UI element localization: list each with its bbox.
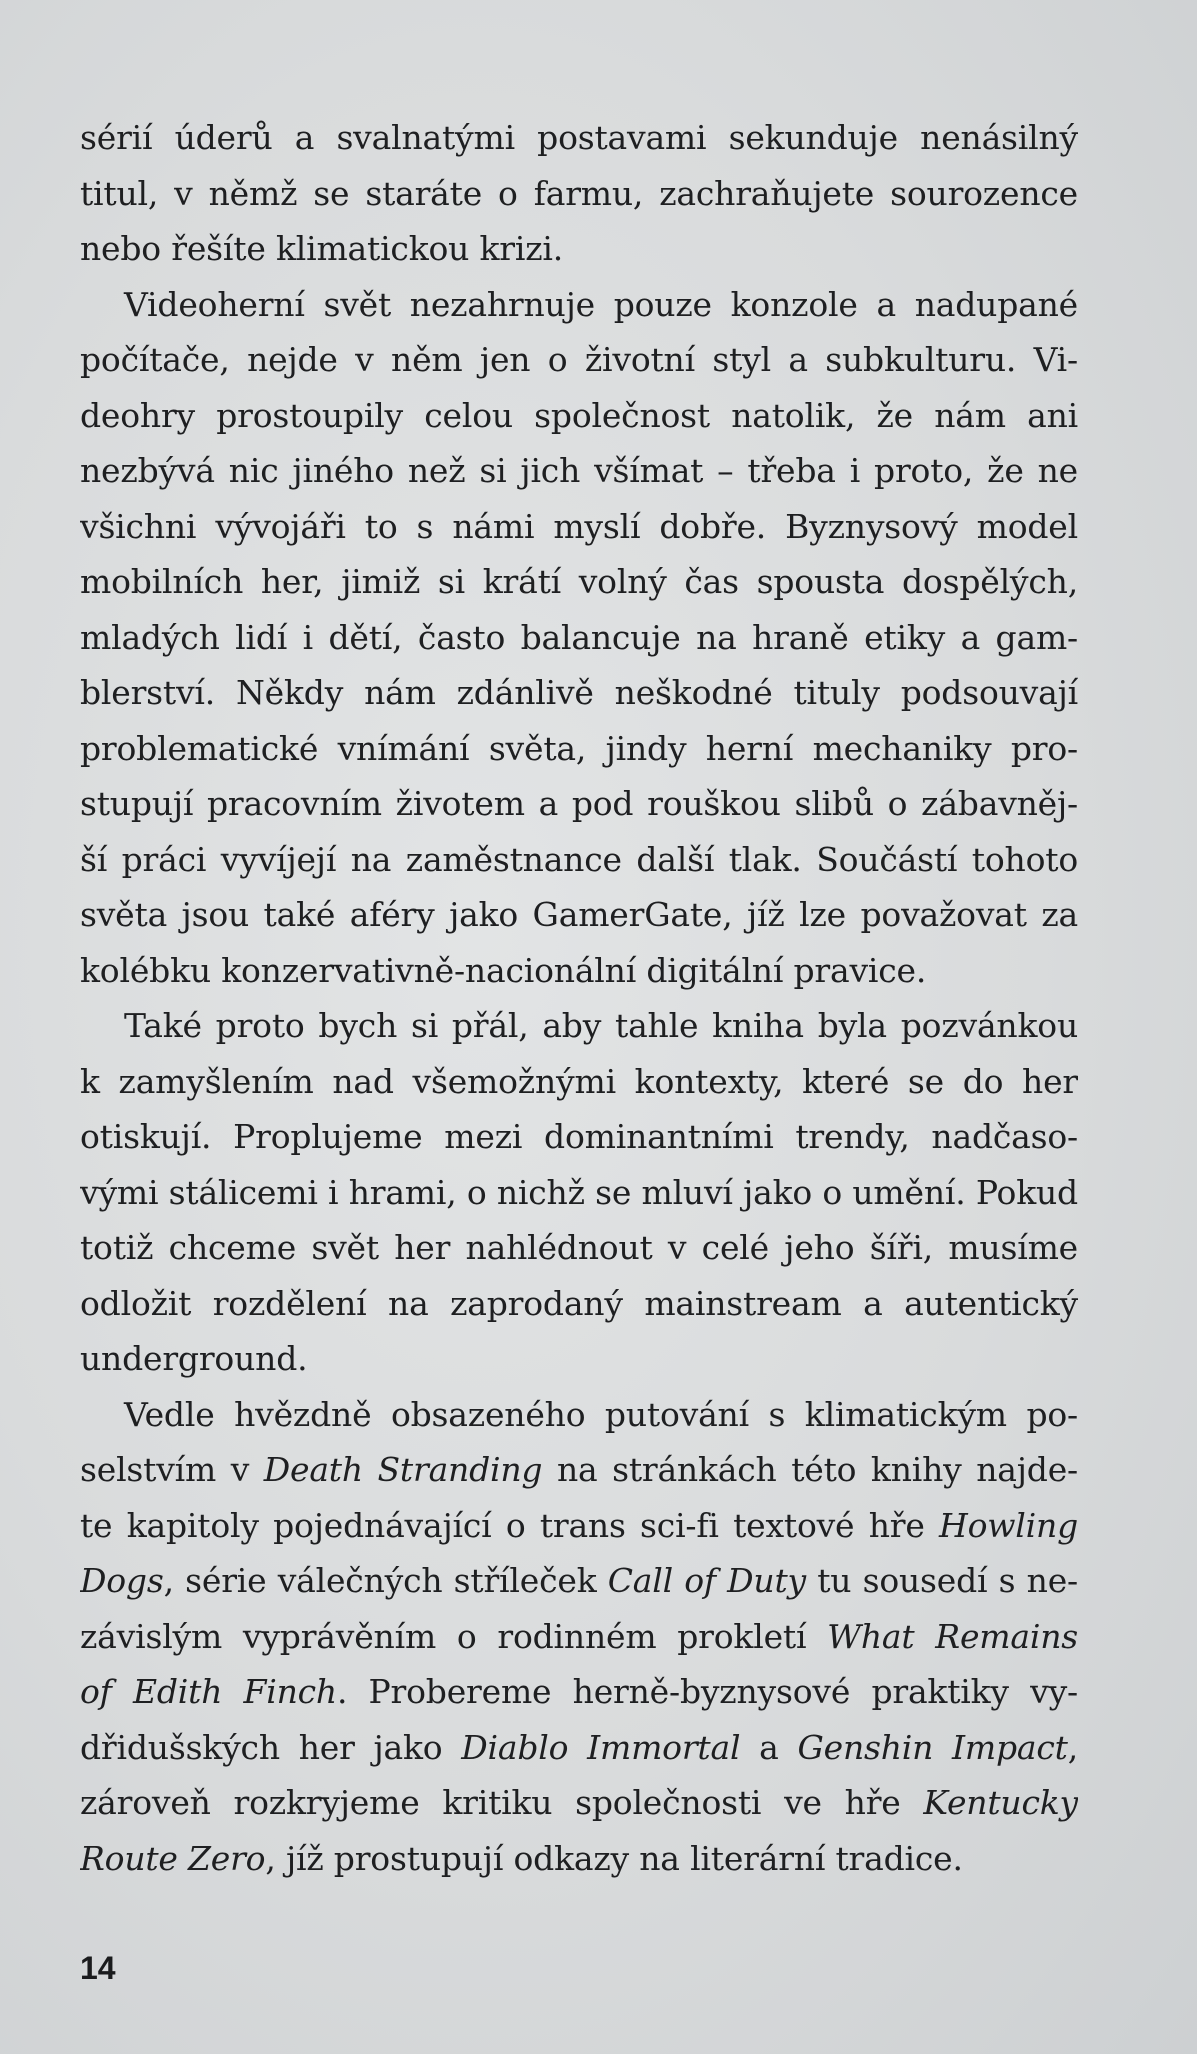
text-run: mladých lidí i dětí, často balancuje na hraně etiky a gam- bbox=[80, 617, 1078, 657]
text-run: Vedle hvězdně obsazeného putování s klimatickým po- bbox=[124, 1394, 1078, 1434]
text-run: totiž chceme svět her nahlédnout v celé jeho šíři, musíme bbox=[80, 1228, 1078, 1267]
text-line bbox=[80, 610, 1078, 666]
text-run: titul, v němž se staráte o farmu, zachraňujete sourozence bbox=[80, 173, 1078, 213]
italic-title: Dogs bbox=[80, 1561, 164, 1600]
italic-title: Diablo Immortal bbox=[461, 1727, 741, 1767]
text-line bbox=[80, 832, 1078, 888]
text-line bbox=[80, 1054, 1078, 1110]
text-run: problematické vnímání světa, jindy herní mechaniky pro- bbox=[80, 728, 1078, 768]
text-run: nebo řešíte klimatickou krizi. bbox=[80, 229, 564, 268]
text-line bbox=[80, 776, 1078, 832]
italic-title: Route Zero bbox=[80, 1838, 266, 1878]
text-line bbox=[80, 1720, 1078, 1776]
italic-title: Howling bbox=[939, 1505, 1078, 1545]
text-line bbox=[80, 277, 1078, 333]
text-line bbox=[80, 1553, 1078, 1609]
text-run: deohry prostoupily celou společnost natolik, že nám ani bbox=[80, 395, 1078, 435]
text-run: selstvím v bbox=[80, 1450, 264, 1489]
text-line bbox=[80, 221, 1078, 277]
text-run: stupují pracovním životem a pod rouškou slibů o zábavněj- bbox=[80, 784, 1078, 823]
text-run: k zamyšlením nad všemožnými kontexty, které se do her bbox=[80, 1061, 1078, 1101]
text-run: vými stálicemi i hrami, o nichž se mluví jako o umění. Pokud bbox=[80, 1172, 1078, 1212]
text-run: blerství. Někdy nám zdánlivě neškodné tituly podsouvají bbox=[80, 673, 1078, 712]
text-run: světa jsou také aféry jako GamerGate, jíž lze považovat za bbox=[80, 895, 1078, 934]
italic-title: What Remains bbox=[827, 1616, 1078, 1656]
text-run: sérií úderů a svalnatými postavami sekunduje nenásilný bbox=[80, 118, 1078, 157]
text-line bbox=[80, 1276, 1078, 1332]
text-run: a bbox=[740, 1727, 798, 1767]
text-run: , série válečných stříleček bbox=[163, 1561, 608, 1600]
text-run: underground. bbox=[80, 1339, 308, 1378]
text-line bbox=[80, 554, 1078, 610]
text-run: kolébku konzervativně-nacionální digitální pravice. bbox=[80, 950, 927, 990]
text-line bbox=[80, 443, 1078, 499]
text-line bbox=[80, 166, 1078, 222]
text-line bbox=[80, 665, 1078, 721]
paragraph bbox=[80, 110, 1078, 277]
text-line bbox=[80, 499, 1078, 555]
italic-title: Death Stranding bbox=[263, 1450, 543, 1489]
text-run: na stránkách této knihy najde- bbox=[542, 1450, 1078, 1489]
text-line bbox=[80, 1442, 1078, 1498]
text-run: počítače, nejde v něm jen o životní styl a subkulturu. Vi- bbox=[80, 340, 1078, 379]
italic-title: Call of Duty bbox=[607, 1561, 806, 1600]
body-text bbox=[80, 110, 1078, 1886]
text-line bbox=[80, 388, 1078, 444]
text-line bbox=[80, 110, 1078, 166]
text-run: dřidušských her jako bbox=[80, 1727, 462, 1767]
italic-title: of Edith Finch bbox=[80, 1672, 337, 1711]
text-line bbox=[80, 1331, 1078, 1387]
paragraph bbox=[80, 998, 1078, 1387]
text-line bbox=[80, 887, 1078, 943]
text-line bbox=[80, 1664, 1078, 1720]
italic-title: Kentucky bbox=[923, 1783, 1078, 1822]
paragraph bbox=[80, 277, 1078, 999]
text-line bbox=[80, 1831, 1078, 1887]
text-line bbox=[80, 943, 1078, 999]
text-run: zároveň rozkryjeme kritiku společnosti ve hře bbox=[80, 1783, 924, 1822]
text-run: . Probereme herně-byznysové praktiky vy- bbox=[336, 1672, 1078, 1711]
page-number: 14 bbox=[80, 1950, 116, 1986]
text-run: Videoherní svět nezahrnuje pouze konzole a nadupané bbox=[124, 284, 1078, 324]
text-run: všichni vývojáři to s námi myslí dobře. Byznysový model bbox=[80, 506, 1078, 546]
text-run: odložit rozdělení na zaprodaný mainstream a autentický bbox=[80, 1283, 1078, 1323]
italic-title: Genshin Impact bbox=[797, 1727, 1068, 1767]
text-run: mobilních her, jimiž si krátí volný čas spousta dospělých, bbox=[80, 562, 1078, 601]
text-line bbox=[80, 1165, 1078, 1221]
text-run: te kapitoly pojednávající o trans sci-fi textové hře bbox=[80, 1505, 940, 1545]
text-line bbox=[80, 721, 1078, 777]
text-line bbox=[80, 332, 1078, 388]
text-run: tu sousedí s ne- bbox=[805, 1561, 1078, 1600]
text-line bbox=[80, 1387, 1078, 1443]
text-line bbox=[80, 1498, 1078, 1554]
text-line bbox=[80, 1775, 1078, 1831]
text-run: Také proto bych si přál, aby tahle kniha byla pozvánkou bbox=[124, 1006, 1078, 1045]
text-line bbox=[80, 998, 1078, 1054]
paragraph bbox=[80, 1387, 1078, 1887]
text-run: nezbývá nic jiného než si jich všímat – třeba i proto, že ne bbox=[80, 451, 1078, 490]
text-line bbox=[80, 1220, 1078, 1276]
text-line bbox=[80, 1609, 1078, 1665]
text-line bbox=[80, 1109, 1078, 1165]
text-run: závislým vyprávěním o rodinném prokletí bbox=[80, 1616, 828, 1656]
text-run: , jíž prostupují odkazy na literární tradice. bbox=[265, 1838, 963, 1878]
text-run: , bbox=[1067, 1727, 1078, 1767]
text-run: otiskují. Proplujeme mezi dominantními trendy, nadčaso- bbox=[80, 1117, 1078, 1156]
text-run: ší práci vyvíjejí na zaměstnance další tlak. Součástí tohoto bbox=[80, 839, 1078, 879]
